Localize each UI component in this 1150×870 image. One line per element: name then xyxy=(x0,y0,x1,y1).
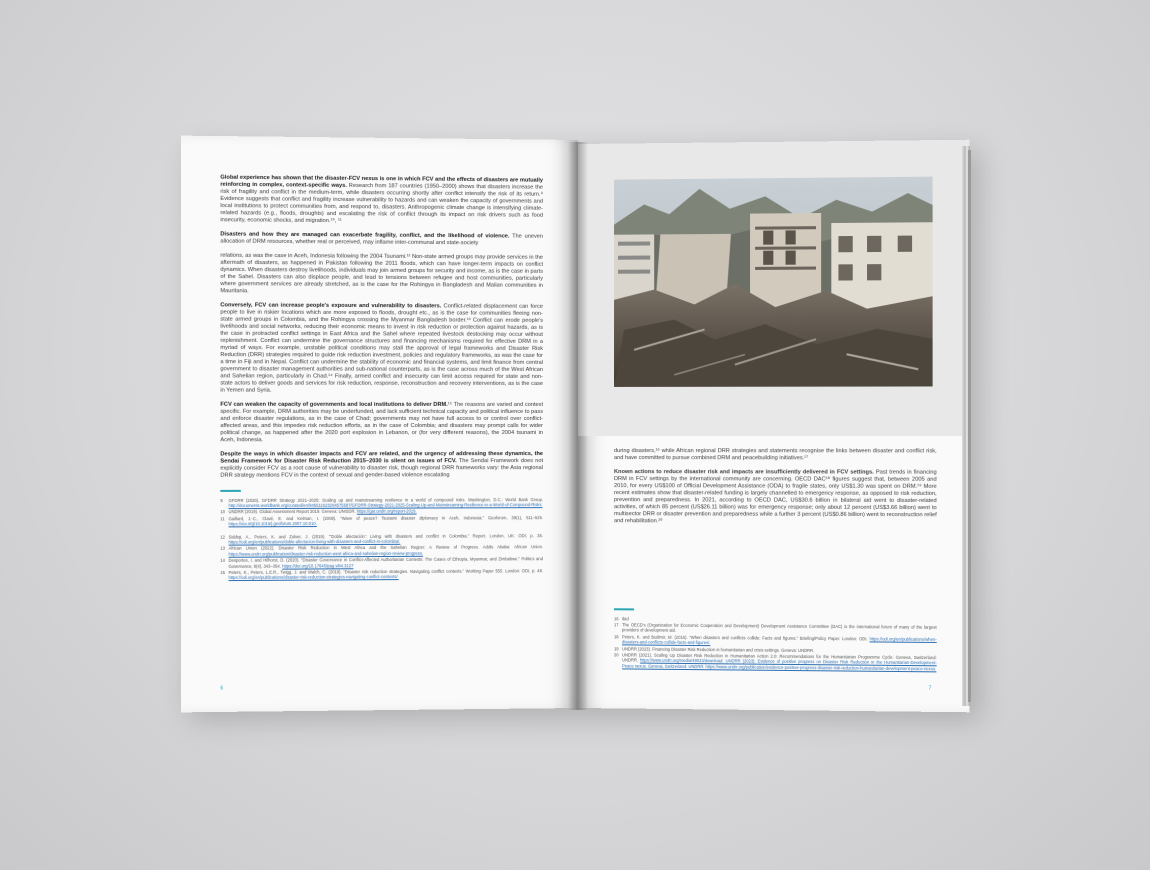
footnote-text: UNDRR (2019). Global Assessment Report 2019. Geneva: UNISDR. https://gar.undrr.org/report-2019. xyxy=(228,508,417,515)
left-footnote xyxy=(220,545,543,557)
footnote-text: GFDRR (2020). GFDRR Strategy 2021–2025: Scaling up and mainstreaming resilience in a world of compound risks. Washington, D.C.: World Bank Group. http://documents.worldbank.org/curated/en/945511623294575587/GFDRR-Strategy-2021-2025-Scaling-Up-and-Mainstreaming-Resilience-in-a-World-of-Compound-Risks. xyxy=(228,496,543,509)
left-paragraph-text: relations, as was the case in Aceh, Indonesia following the 2004 Tsunami.¹² Non-state armed groups may provide services in the aftermath of disasters, as happened in Pakistan following the 2011 floods, which can have longer-term impacts on conflict dynamics. When disasters destroy livelihoods, individuals may join armed groups for security and income, as is the case in parts of the Sahel. Disasters can also displace people, and lead to tensions between refugee and host communities, particularly where government services are already stretched, as is the case for the Rohingya in Bangladesh and Malian communities in Mauritania. xyxy=(220,252,543,295)
right-page xyxy=(578,140,970,713)
footnote-text: UNDRR (2023). Financing Disaster Risk Reduction in humanitarian and crisis settings. Geneva: UNDRR. xyxy=(622,645,815,653)
photo-collapsed-buildings xyxy=(614,177,933,387)
right-paragraph xyxy=(614,448,937,462)
left-paragraph-lead: Disasters and how they are managed can exacerbate fragility, conflict, and the likelihood of violence. xyxy=(220,231,510,240)
footnote-link[interactable]: http://documents.worldbank.org/curated/en/945511623294575587/GFDRR-Strategy-2021-2025-Scaling-Up-and-Mainstreaming-Resilience-in-a-World-of-Compound-Risks. xyxy=(228,502,543,509)
left-paragraph-text: Conflict-related displacement can force people to live in riskier locations which are more exposed to floods, drought etc., as is the case for communities fleeing non-state armed groups in Colombia, and the Rohingya crossing the Myanmar Bangladesh border.¹³ Conflict can erode people’s livelihoods and social networks, reducing their economic means to invest in risk reduction or protection against hazards, as is the case in protracted conflict settings in East Africa and the Sahel where repeated livestock destocking may occur without replenishment. Conflict can undermine the governance structures and financing mechanisms required for effective DRM in a myriad of ways. For example, unstable political conditions may stall the approval of legal frameworks and Disaster Risk Reduction (DRR) strategies required to guide risk reduction investment, policies and regulatory frameworks, as was the case for a time in Fiji and in Nepal. Conflict can undermine the stability of economic and financial systems, and limit finance from central government to disaster management authorities and sub-national counterparts, as is the case across much of the West African and Sahelian region, particularly in Chad.¹⁴ Finally, armed conflict and insecurity can limit access required for state and non-state actors to deliver goods and services for risk reduction, response, reconstruction and recovery interventions, as is the case in Yemen and Syria. xyxy=(220,303,543,394)
footnote-number: 12 xyxy=(220,534,226,540)
left-paragraph-lead: Conversely, FCV can increase people’s exposure and vulnerability to disasters. xyxy=(220,302,442,310)
left-paragraph xyxy=(220,302,543,395)
left-paragraph-lead: Global experience has shown that the disaster-FCV nexus is one in which FCV and the effects of disasters are mutually reinforcing in complex, context-specific ways. xyxy=(220,174,543,189)
right-body-text xyxy=(614,448,937,533)
left-footnote xyxy=(220,515,543,527)
footnote-link[interactable]: https://www.undrr.org/publication/disaster-risk-reduction-west-africa-and-sahelian-region-review-progress. xyxy=(228,550,424,557)
footnote-number: 18 xyxy=(614,634,619,640)
right-footnote xyxy=(614,652,937,671)
left-footnote xyxy=(220,568,543,581)
left-paragraph xyxy=(220,175,543,227)
footnote-number: 13 xyxy=(220,545,226,552)
footnote-number: 10 xyxy=(220,509,226,515)
left-paragraph xyxy=(220,231,543,247)
right-paragraph-lead: Known actions to reduce disaster risk and impacts are insufficiently delivered in FCV settings. xyxy=(614,469,874,476)
footnote-link[interactable]: https://odi.org/en/publications/doble-afectacion-living-with-disasters-and-conflict-in-colombia/. xyxy=(228,538,401,545)
footnote-number: 19 xyxy=(614,645,619,651)
left-footnote xyxy=(220,556,543,569)
left-paragraph-lead: Despite the ways in which disaster impacts and FCV are related, and the urgency of addressing these dynamics, the Sendai Framework for Disaster Risk Reduction 2015–2030 is silent on issues of FCV. xyxy=(220,451,543,465)
footnote-text: Peters, K. and Budimir, M. (2016). “When disasters and conflicts collide: Facts and figures.” Briefing/Policy Paper. London: ODI. https://odi.org/en/publications/when-disasters-and-conflicts-collide-facts-and-figures/. xyxy=(622,634,937,646)
left-paragraph xyxy=(220,451,543,480)
left-paragraph-text: Research from 187 countries (1950–2000) shows that disasters increase the risk of fragility and conflict in the medium-term, while disasters occurring shortly after conflict intensify the risk of its return.⁹ Evidence suggests that conflict and fragility increase vulnerability to hazards and can weaken the capacity of governments and local institutions to protect communities from, and respond to, disasters. Anthropogenic climate change is intensifying climate-related hazards (e.g., floods, droughts) and escalating the risk of conflict through its impact on risk drivers such as food insecurity, economic shocks, and migration.¹⁰, ¹¹ xyxy=(220,182,543,225)
footnote-link[interactable]: https://doi.org/10.1016/j.geoforum.2007.10.010. xyxy=(228,521,317,527)
left-paragraph xyxy=(220,253,543,297)
footnote-text: Siddiqi, A., Peters, K. and Zulver, J. (2019). “‘Doble afectación’: Living with disasters and conflict in Colombia.” Report. London, UK: ODI, p. 36. https://odi.org/en/publications/doble-afectacion-living-with-disasters-and-conflict-in-colombia/. xyxy=(228,532,543,545)
footnote-text: Desportes, I. and Hilhorst, D. (2020). “Disaster Governance in Conflict-Affected Authoritarian Contexts: The Cases of Ethiopia, Myanmar, and Zimbabwe.” Politics and Governance, 8(4), 343–354. https://doi.org/10.17645/pag.v8i4.3127 xyxy=(228,556,543,569)
footnote-text: UNDRR (2021). Scaling Up Disaster Risk Reduction in Humanitarian Action 2.0: Recommendations for the Humanitarian Programme Cycle. Geneva, Switzerland: UNDRR. https://www.undrr.org/media/49023/download. UNDRR (2023). Evidence of positive progress on Disaster Risk Reduction in the Humanitarian-Development-Peace nexus. Geneva, Switzerland: UNDRR. https://www.undrr.org/publication/evidence-positive-progress-disaster-risk-reduction-humanitarian-development-peace-nexus. xyxy=(622,652,937,672)
footnote-link[interactable]: https://odi.org/en/publications/when-disasters-and-conflicts-collide-facts-and-figures/. xyxy=(622,636,937,646)
left-footnote xyxy=(220,508,543,515)
page-number-left: 6 xyxy=(220,685,224,692)
page-number-right: 7 xyxy=(928,685,932,692)
footnote-separator xyxy=(614,608,634,610)
right-paragraph-text: Past trends in financing DRM in FCV settings by the international community are concerning. OECD DAC¹⁸ figures suggest that, between 2005 and 2010, for every US$100 of Official Development Assistance (ODA) to fragile states, only US$1.30 was spent on DRM.¹⁹ More recent estimates show that disaster-related funding is largely channelled to emergency response, as opposed to risk reduction, prevention and preparedness. In 2021, according to OECD DAC, US$30.6 billion in bilateral aid went to disaster-related activities, of which 85 percent (US$26.11 billion) was for emergency response; only about 12 percent (US$3.66 billion) went to multisector DRR or disaster prevention and preparedness while a further 3 percent (US$0.86 billion) went to reconstruction relief and rehabilitation.²⁰ xyxy=(614,469,937,525)
footnote-text: Peters, K., Peters, L.E.R., Twigg, J. and Walch, C. (2019). “Disaster risk reduction strategies. Navigating conflict contexts.” Working Paper 555. London: ODI, p. 48. https://odi.org/en/publications/disaster-risk-reduction-strategies-navigating-conflict-contexts/. xyxy=(228,568,543,581)
footnote-number: 16 xyxy=(614,615,619,621)
left-body-text xyxy=(220,175,543,582)
footnote-number: 11 xyxy=(220,515,225,522)
left-paragraph-text: The uneven allocation of DRM resources, whether real or perceived, may inflame inter-communal and state-society xyxy=(220,233,543,247)
left-page xyxy=(181,136,578,713)
footnote-link[interactable]: https://gar.undrr.org/report-2019. xyxy=(356,508,417,515)
footnote-separator xyxy=(220,490,241,492)
photo-illustration xyxy=(614,177,933,387)
left-footnote xyxy=(220,497,543,509)
right-paragraph-text: during disasters,¹⁶ while African regional DRR strategies and statements recognise the links between disaster and conflict risk, and have committed to pursue combined DRM and peacebuilding initiatives.¹⁷ xyxy=(614,448,937,462)
right-footnotes xyxy=(614,598,937,672)
book-gutter xyxy=(568,142,588,710)
footnote-number: 20 xyxy=(614,652,619,658)
footnote-text: Ibid xyxy=(622,615,629,621)
left-paragraph-text: The Sendai Framework does not explicitly consider FCV as a root cause of vulnerability to disaster risk, though regional DRR frameworks vary: the Asia regional DRR strategy mentions FCV in the context of sexual and gender-based violence escalating xyxy=(220,458,543,479)
left-paragraph-lead: FCV can weaken the capacity of governments and local institutions to deliver DRM. xyxy=(220,401,448,408)
left-paragraph-text: ¹⁵ The reasons are varied and context specific. For example, DRM authorities may be underfunded, and lack sufficient technical capacity and political influence to pass and enforce disaster regulations, as in the case of Chad; governments may not have full access to or control over conflict-affected areas, and this impedes risk reduction efforts, as in the case of Colombia; and disasters may prompt calls for wider political change, as happened after the 2020 port explosion in Lebanon, or (for very different reasons), the 2004 tsunami in Aceh, Indonesia. xyxy=(220,401,543,444)
footnote-link[interactable]: https://odi.org/en/publications/disaster-risk-reduction-strategies-navigating-conflict-contexts/. xyxy=(228,574,399,581)
footnote-text: Gaillard, J.-C., Clavé, E. and Kelman, I. (2008). “Wave of peace? Tsunami disaster diplomacy in Aceh, Indonesia.” Geoforum, 39(1), 511–526. https://doi.org/10.1016/j.geoforum.2007.10.010. xyxy=(228,514,543,527)
footnote-number: 14 xyxy=(220,557,226,564)
left-paragraph xyxy=(220,402,543,445)
right-paragraph xyxy=(614,469,937,526)
footnote-link[interactable]: https://doi.org/10.17645/pag.v8i4.3127 xyxy=(282,562,354,569)
footnote-text: African Union (2022). Disaster Risk Reduction in West Africa and the Sahelian Region: A Review of Progress. Addis Ababa: African Union. https://www.undrr.org/publication/disaster-risk-reduction-west-africa-and-sahelian-region-review-progress. xyxy=(228,544,543,557)
left-footnote xyxy=(220,533,543,545)
footnote-number: 9 xyxy=(220,497,223,503)
footnote-text: The OECD’s (Organization for Economic Cooperation and Development) Development Assistance Committee (DAC) is the international forum of many of the largest providers of development aid. xyxy=(622,622,937,634)
footnote-number: 17 xyxy=(614,622,619,628)
page-stack-edge-dark xyxy=(968,150,971,702)
footnote-link[interactable]: https://www.undrr.org/media/49023/download. UNDRR (2023). Evidence of positive progress on Disaster Risk Reduction in the Humanitarian-Development-Peace nexus. Geneva, Switzerland: UNDRR. https://www.undrr.org/publication/evidence-positive-progress-disaster-risk-reduction-humanitarian-development-peace-nexus. xyxy=(622,657,937,672)
footnote-number: 15 xyxy=(220,569,226,576)
